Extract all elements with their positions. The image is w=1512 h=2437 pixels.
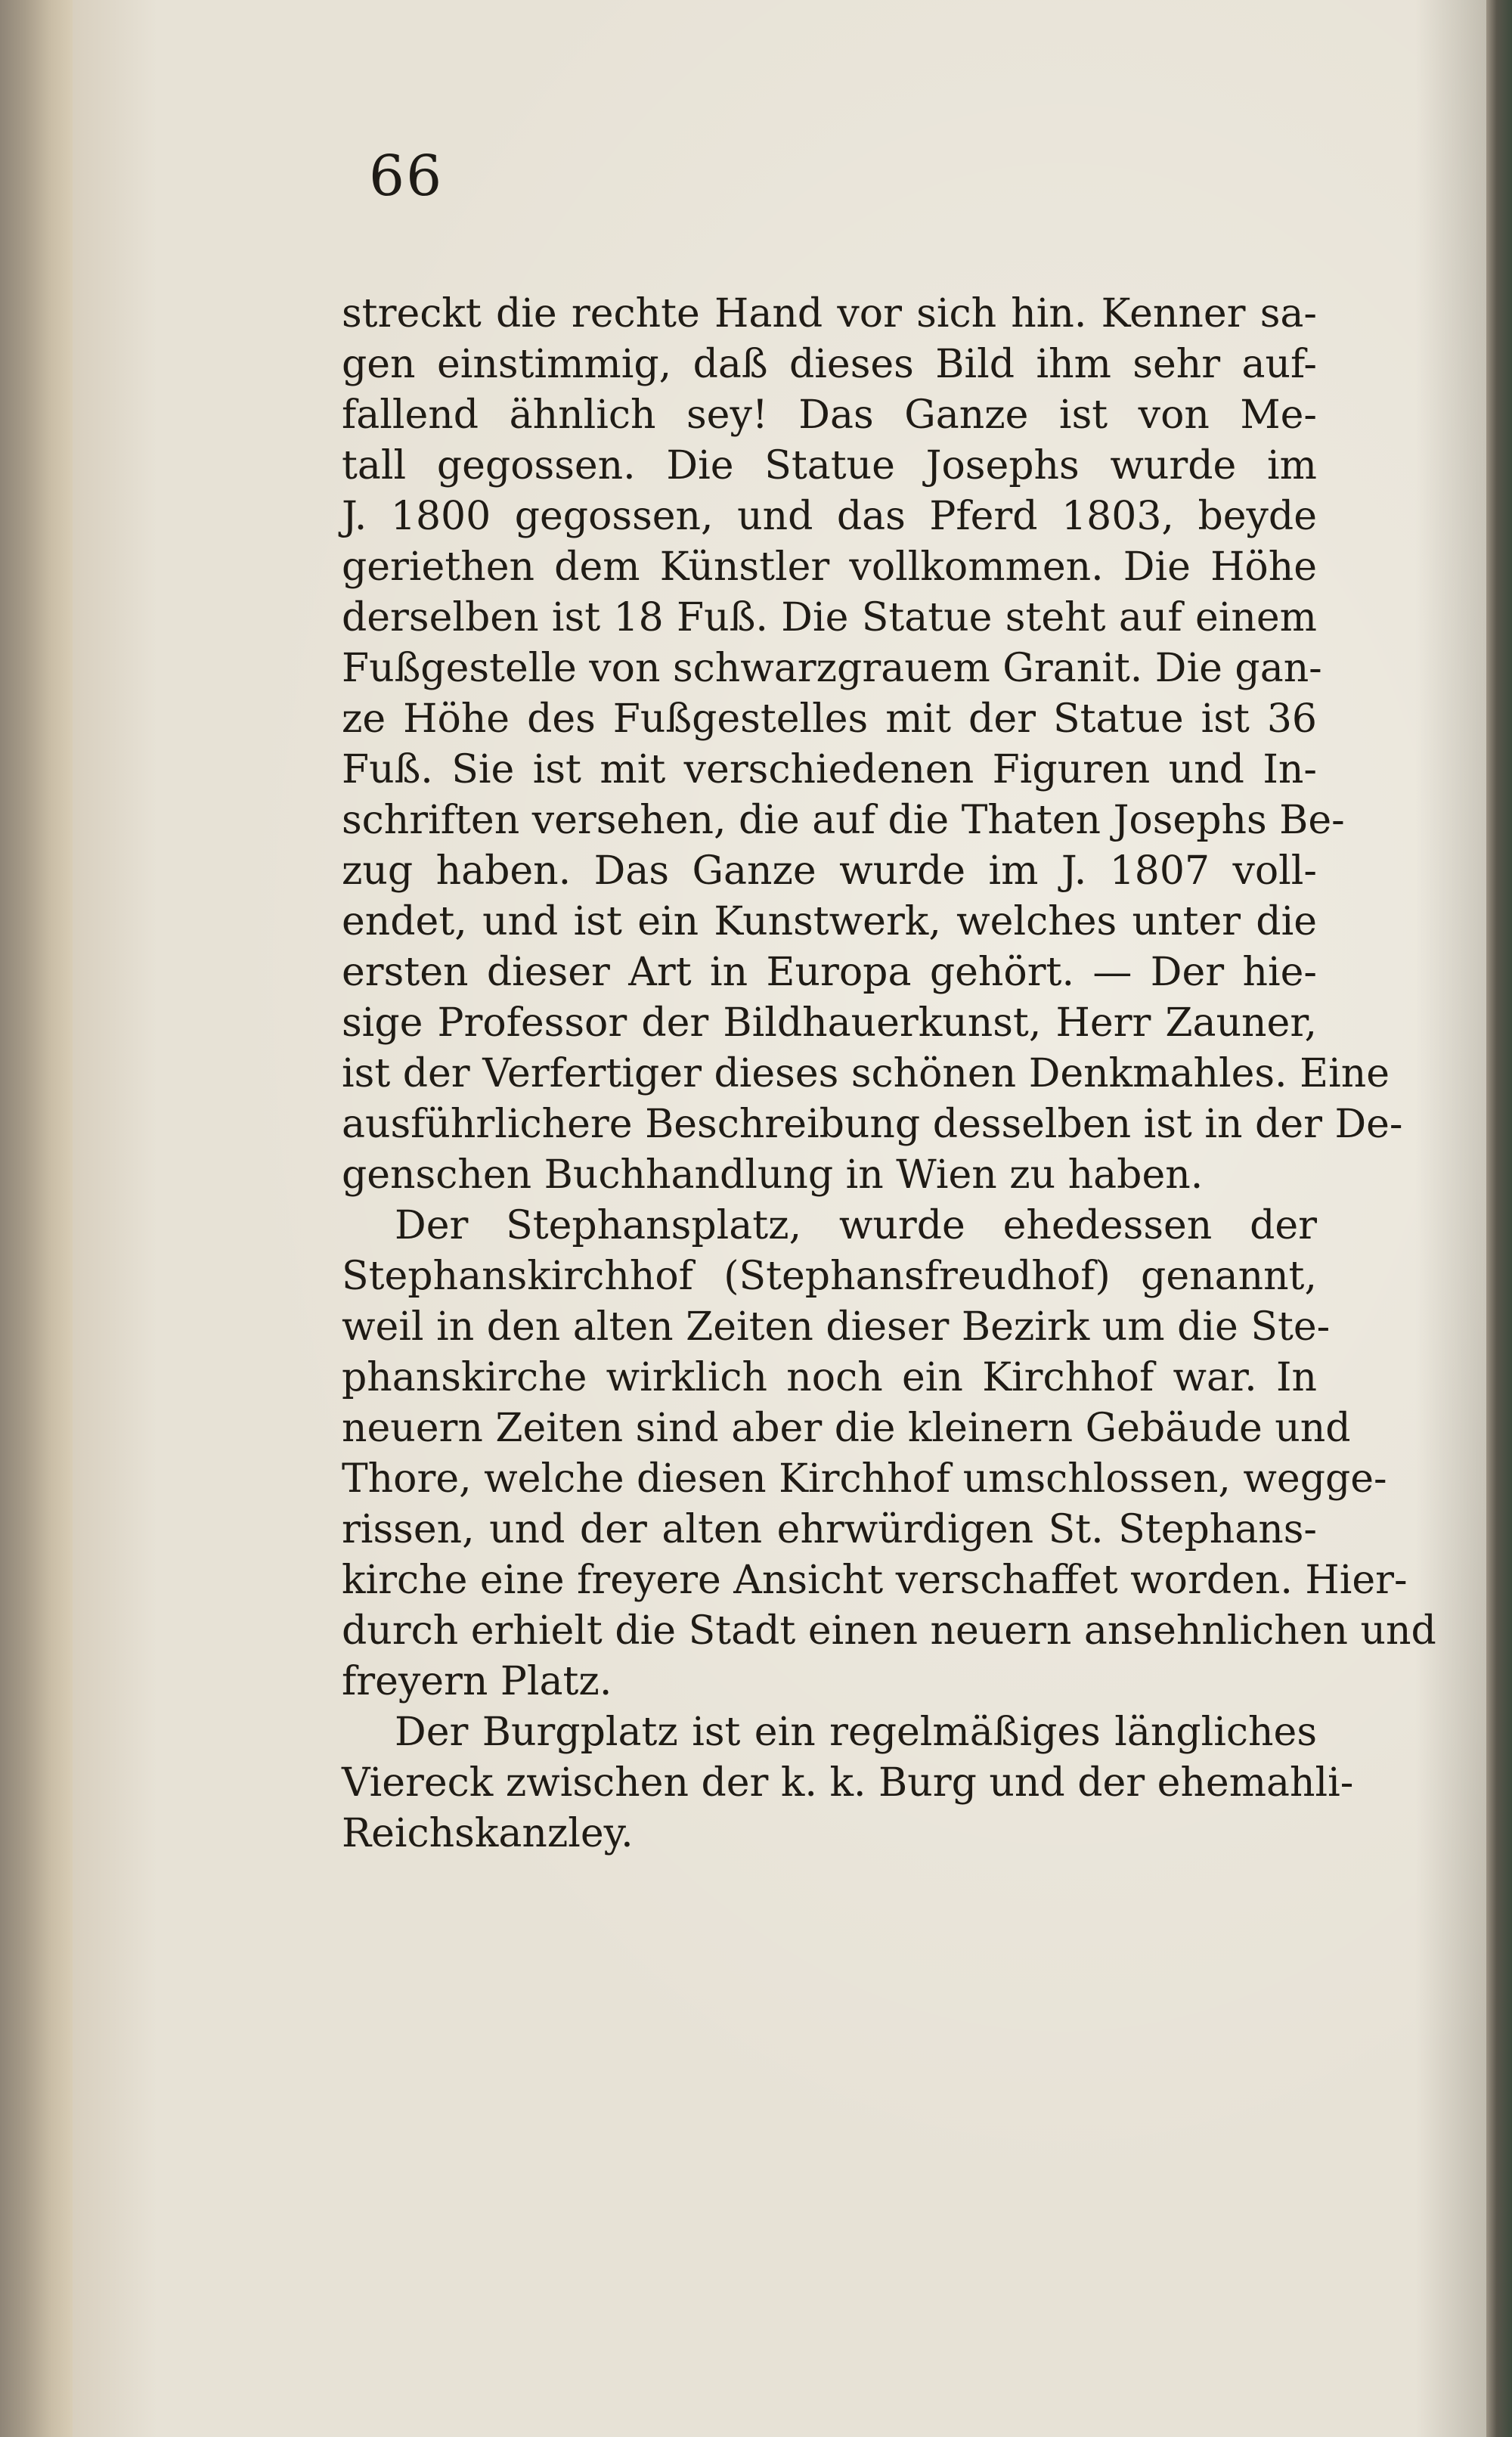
text-line: schriften versehen, die auf die Thaten Josephs Be- [342,798,1345,843]
paragraph-end-line: freyern Platz. [342,1659,612,1704]
text-line: fallend ähnlich sey! Das Ganze ist von Me- [342,392,1317,438]
text-line: geriethen dem Künstler vollkommen. Die Höhe [342,544,1317,590]
text-line: gen einstimmig, daß dieses Bild ihm sehr auf- [342,342,1317,387]
paragraph-start-line: Der Stephansplatz, wurde ehedessen der [395,1203,1317,1248]
text-line: endet, und ist ein Kunstwerk, welches unter die [342,899,1317,944]
text-line: streckt die rechte Hand vor sich hin. Kenner sa- [342,291,1317,336]
paragraph-end-line: Reichskanzley. [342,1811,634,1856]
page-number: 66 [369,144,444,209]
text-line: zug haben. Das Ganze wurde im J. 1807 voll- [342,848,1317,894]
paragraph-start-line: Der Burgplatz ist ein regelmäßiges längliches [395,1710,1317,1755]
body-text [342,289,1436,1859]
text-line: ausführlichere Beschreibung desselben ist in der De- [342,1102,1403,1147]
text-line: durch erhielt die Stadt einen neuern ansehnlichen und [342,1608,1436,1654]
text-line: ersten dieser Art in Europa gehört. — Der hie- [342,950,1317,995]
text-line: ze Höhe des Fußgestelles mit der Statue ist 36 [342,696,1317,742]
text-line: kirche eine freyere Ansicht verschaffet worden. Hier- [342,1558,1408,1603]
text-line: rissen, und der alten ehrwürdigen St. Stephans- [342,1507,1317,1552]
text-line: Fußgestelle von schwarzgrauem Granit. Die gan- [342,646,1322,691]
text-line: ist der Verfertiger dieses schönen Denkmahles. Eine [342,1051,1390,1096]
text-line: neuern Zeiten sind aber die kleinern Gebäude und [342,1406,1351,1451]
text-line: Stephanskirchhof (Stephansfreudhof) genannt, [342,1254,1317,1299]
text-line: tall gegossen. Die Statue Josephs wurde im [342,443,1317,488]
book-cover-edge [1486,0,1512,2437]
text-line: Thore, welche diesen Kirchhof umschlossen, wegge- [342,1456,1387,1502]
paragraph-end-line: genschen Buchhandlung in Wien zu haben. [342,1152,1204,1198]
text-line: Fuß. Sie ist mit verschiedenen Figuren und In- [342,747,1317,792]
text-line: weil in den alten Zeiten dieser Bezirk um die Ste- [342,1304,1331,1350]
text-line: J. 1800 gegossen, und das Pferd 1803, beyde [342,494,1317,539]
text-line: phanskirche wirklich noch ein Kirchhof war. In [342,1355,1317,1400]
text-line: sige Professor der Bildhauerkunst, Herr Zauner, [342,1000,1317,1046]
text-line: Viereck zwischen der k. k. Burg und der ehemahli- [342,1760,1354,1806]
left-page-gutter [0,0,73,2437]
text-line: derselben ist 18 Fuß. Die Statue steht auf einem [342,595,1317,640]
